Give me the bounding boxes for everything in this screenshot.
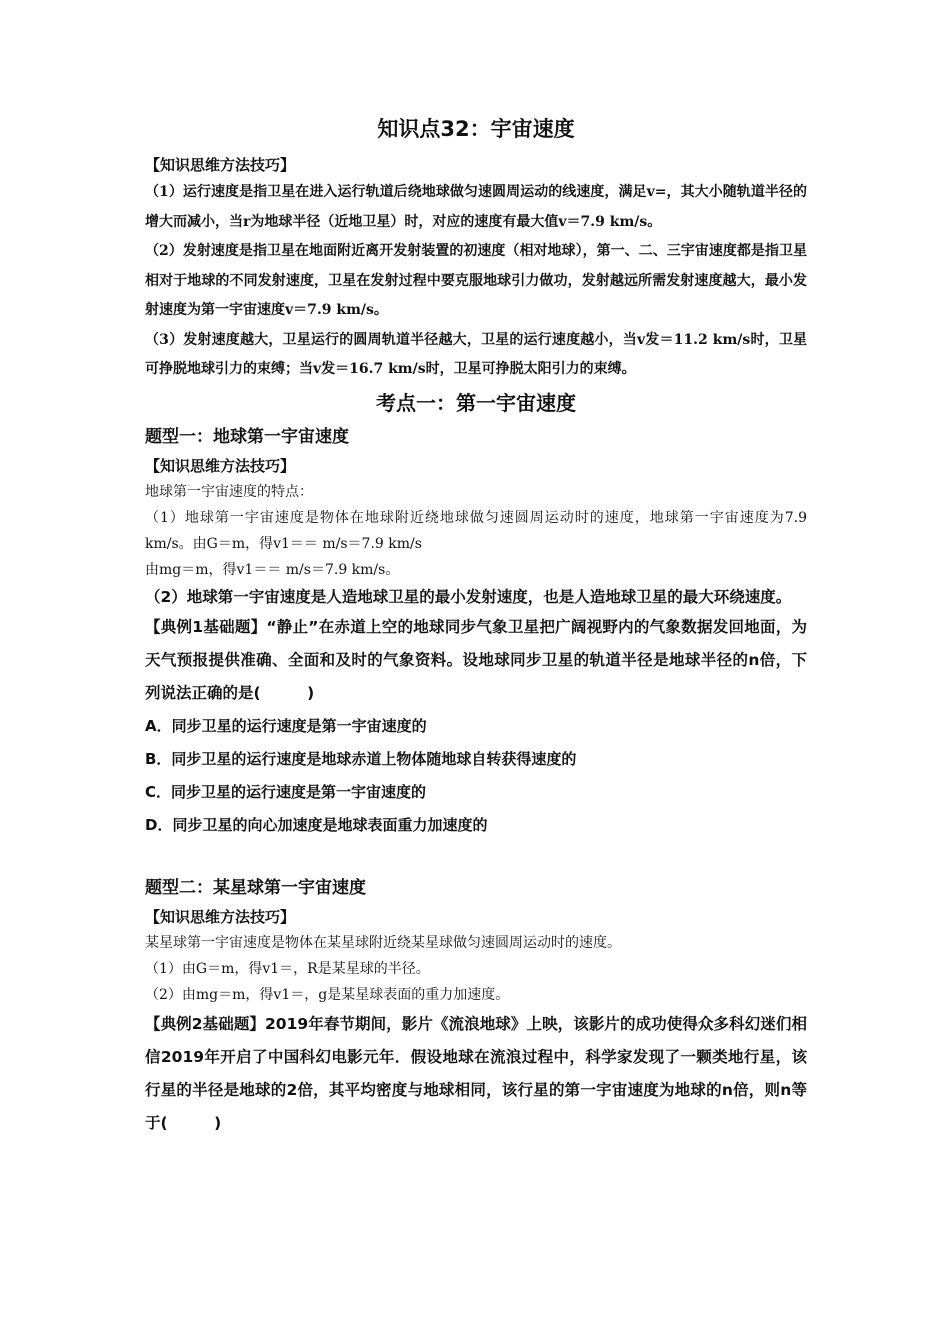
- example-1: 【典例1基础题】“静止”在赤道上空的地球同步气象卫星把广阔视野内的气象数据发回地面，为天气预报提供准确、全面和及时的气象资料。设地球同步卫星的轨道半径是地球半径的n倍，下列说法正确的是( ): [145, 617, 807, 702]
- document-page: [145, 112, 807, 1140]
- intro-paragraph-3: （3）发射速度越大，卫星运行的圆周轨道半径越大，卫星的运行速度越小，当v发＝11.2 km/s时，卫星可挣脱地球引力的束缚；当v发＝16.7 km/s时，卫星可挣脱太阳引力的束缚。: [145, 331, 807, 377]
- type1-paragraph-1b: 由mg＝m，得v1＝＝ m/s＝7.9 km/s。: [145, 561, 400, 578]
- type2-paragraph-2: （2）由mg＝m，得v1＝，g是某星球表面的重力加速度。: [145, 986, 510, 1003]
- intro-tag: 【知识思维方法技巧】: [145, 156, 296, 174]
- section-heading: 考点一：第一宇宙速度: [376, 390, 576, 415]
- option-d: D．同步卫星的向心加速度是地球表面重力加速度的: [145, 815, 488, 834]
- type2-tag: 【知识思维方法技巧】: [145, 907, 296, 926]
- type2-lead: 某星球第一宇宙速度是物体在某星球附近绕某星球做匀速圆周运动时的速度。: [145, 934, 621, 951]
- type2-paragraph-1: （1）由G＝m，得v1＝，R是某星球的半径。: [145, 960, 430, 977]
- page-title: 知识点32：宇宙速度: [377, 117, 575, 141]
- type1-paragraph-1: （1）地球第一宇宙速度是物体在地球附近绕地球做匀速圆周运动时的速度，地球第一宇宙速度为7.9 km/s。由G＝m，得v1＝＝ m/s＝7.9 km/s: [145, 509, 807, 552]
- intro-paragraph-2: （2）发射速度是指卫星在地面附近离开发射装置的初速度（相对地球），第一、二、三宇宙速度都是指卫星相对于地球的不同发射速度，卫星在发射过程中要克服地球引力做功，发射越远所需发射速度越大，最小发射速度为第一宇宙速度v＝7.9 km/s。: [145, 243, 807, 318]
- spacer: [145, 842, 807, 872]
- type1-tag: 【知识思维方法技巧】: [145, 456, 296, 475]
- option-a: A．同步卫星的运行速度是第一宇宙速度的: [145, 716, 427, 735]
- type1-heading: 题型一：地球第一宇宙速度: [145, 426, 349, 447]
- option-c: C．同步卫星的运行速度是第一宇宙速度的: [145, 782, 427, 801]
- type1-paragraph-2: （2）地球第一宇宙速度是人造地球卫星的最小发射速度，也是人造地球卫星的最大环绕速度。: [145, 587, 792, 606]
- example-2: 【典例2基础题】2019年春节期间，影片《流浪地球》上映，该影片的成功使得众多科幻迷们相信2019年开启了中国科幻电影元年．假设地球在流浪过程中，科学家发现了一颗类地行星，该行星的半径是地球的2倍，其平均密度与地球相同，该行星的第一宇宙速度为地球的n倍，则n等于( ): [145, 1014, 807, 1132]
- type1-lead: 地球第一宇宙速度的特点：: [145, 483, 313, 500]
- type2-heading: 题型二：某星球第一宇宙速度: [145, 877, 366, 898]
- option-b: B．同步卫星的运行速度是地球赤道上物体随地球自转获得速度的: [145, 749, 577, 768]
- intro-paragraph-1: （1）运行速度是指卫星在进入运行轨道后绕地球做匀速圆周运动的线速度，满足v=，其大小随轨道半径的增大而减小，当r为地球半径（近地卫星）时，对应的速度有最大值v＝7.9 km/s。: [145, 184, 807, 230]
